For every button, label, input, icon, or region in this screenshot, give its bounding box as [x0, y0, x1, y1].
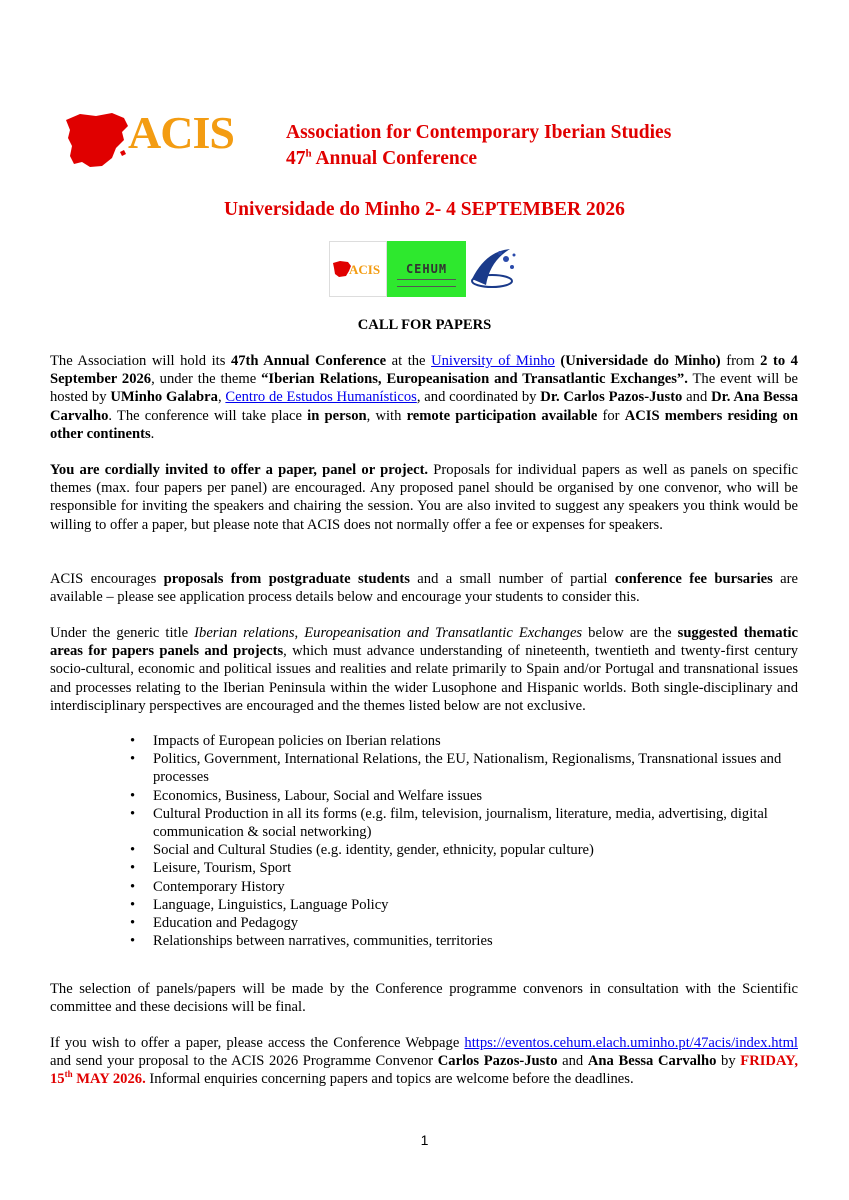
list-item: • Impacts of European policies on Iberian relations — [130, 733, 441, 749]
university-emblem-icon — [466, 241, 521, 297]
list-item: • Politics, Government, International Relations, the EU, Nationalism, Regionalisms, Transnational issues and processes — [130, 751, 782, 786]
list-item: • Education and Pedagogy — [130, 915, 299, 932]
page-number: 1 — [420, 1132, 429, 1148]
acis-logo — [62, 107, 262, 170]
header — [62, 107, 802, 170]
header-titles — [286, 120, 806, 172]
cehum-logo: CEHUM — [387, 241, 466, 297]
iberia-map-icon — [62, 110, 132, 170]
selection-paragraph: The selection of panels/papers will be made by the Conference programme convenors in consultation with the Scientific committee and these decisions will be final. — [50, 981, 798, 1016]
themes-intro-paragraph: Under the generic title Iberian relations, Europeanisation and Transatlantic Exchanges below are the suggested thematic areas for papers panels and projects, which must advance understanding of nineteenth, twentieth and twenty-first century socio-cultural, economic and political issues and realities and relate primarily to Spain and/or Portugal and transnational issues and processes relating to the Iberian Peninsula within the wider Lusophone and Hispanic worlds. Both single-disciplinary and interdisciplinary perspectives are encouraged and the themes listed below are not exclusive. — [50, 625, 798, 714]
conference-webpage-link[interactable]: https://eventos.cehum.elach.uminho.pt/47acis/index.html — [464, 1035, 798, 1051]
partner-logos — [329, 241, 521, 297]
conference-title: 47$^h$ Annual Conference — [286, 147, 478, 169]
university-of-minho-link[interactable]: University of Minho — [431, 353, 555, 369]
list-item: • Relationships between narratives, communities, territories — [130, 933, 493, 950]
org-name: Association for Contemporary Iberian Studies — [286, 122, 672, 143]
acis-logo-text: ACIS — [128, 107, 234, 158]
acis-small-logo: ACIS — [329, 241, 387, 297]
list-item: • Economics, Business, Labour, Social and Welfare issues — [130, 787, 483, 804]
deadline: FRIDAY, 15th MAY 2026. — [50, 1053, 798, 1088]
list-item: • Social and Cultural Studies (e.g. identity, gender, ethnicity, popular culture) — [130, 842, 594, 859]
invitation-paragraph: You are cordially invited to offer a paper, panel or project. Proposals for individual papers as well as panels on specific themes (max. four papers per panel) are encouraged. Any proposed panel should be organised by one convenor, who will be responsible for inviting the speakers and chairing the session. You are also invited to suggest any speakers you think would be willing to offer a paper, but please note that ACIS does not normally offer a fee or expenses for speakers. — [50, 462, 798, 533]
list-item: • Contemporary History — [130, 878, 285, 895]
list-item: • Language, Linguistics, Language Policy — [130, 896, 389, 913]
cehum-link[interactable]: Centro de Estudos Humanísticos — [225, 389, 417, 406]
call-for-papers-heading: CALL FOR PAPERS — [357, 317, 492, 333]
themes-list — [130, 732, 800, 950]
list-item: • Cultural Production in all its forms (e.g. film, television, journalism, literature, media, advertising, digital communication & social networking) — [130, 805, 768, 841]
list-item: • Leisure, Tourism, Sport — [130, 860, 292, 877]
venue-dates: Universidade do Minho 2- 4 SEPTEMBER 2026 — [224, 199, 625, 220]
submission-paragraph: If you wish to offer a paper, please access the Conference Webpage https://eventos.cehum.elach.uminho.pt/47acis/index.html and send your proposal to the ACIS 2026 Programme Convenor Carlos Pazos-Justo and Ana Bessa Carvalho by FRIDAY, 15th MAY 2026. Informal enquiries concerning papers and topics are welcome before the deadlines. — [50, 1035, 798, 1088]
intro-paragraph: The Association will hold its 47th Annual Conference at the University of Minho (Universidade do Minho) from 2 to 4 September 2026, under the theme “Iberian Relations, Europeanisation and Transatlantic Exchanges”. The event will be hosted by UMinho Galabra, Centro de Estudos Humanísticos, and coordinated by Dr. Carlos Pazos-Justo and Dr. Ana Bessa Carvalho. The conference will take place in person, with remote participation available for ACIS members residing on other continents. — [50, 353, 799, 442]
bursary-paragraph: ACIS encourages proposals from postgraduate students and a small number of partial conference fee bursaries are available – please see application process details below and encourage your students to consider this. — [50, 571, 799, 606]
